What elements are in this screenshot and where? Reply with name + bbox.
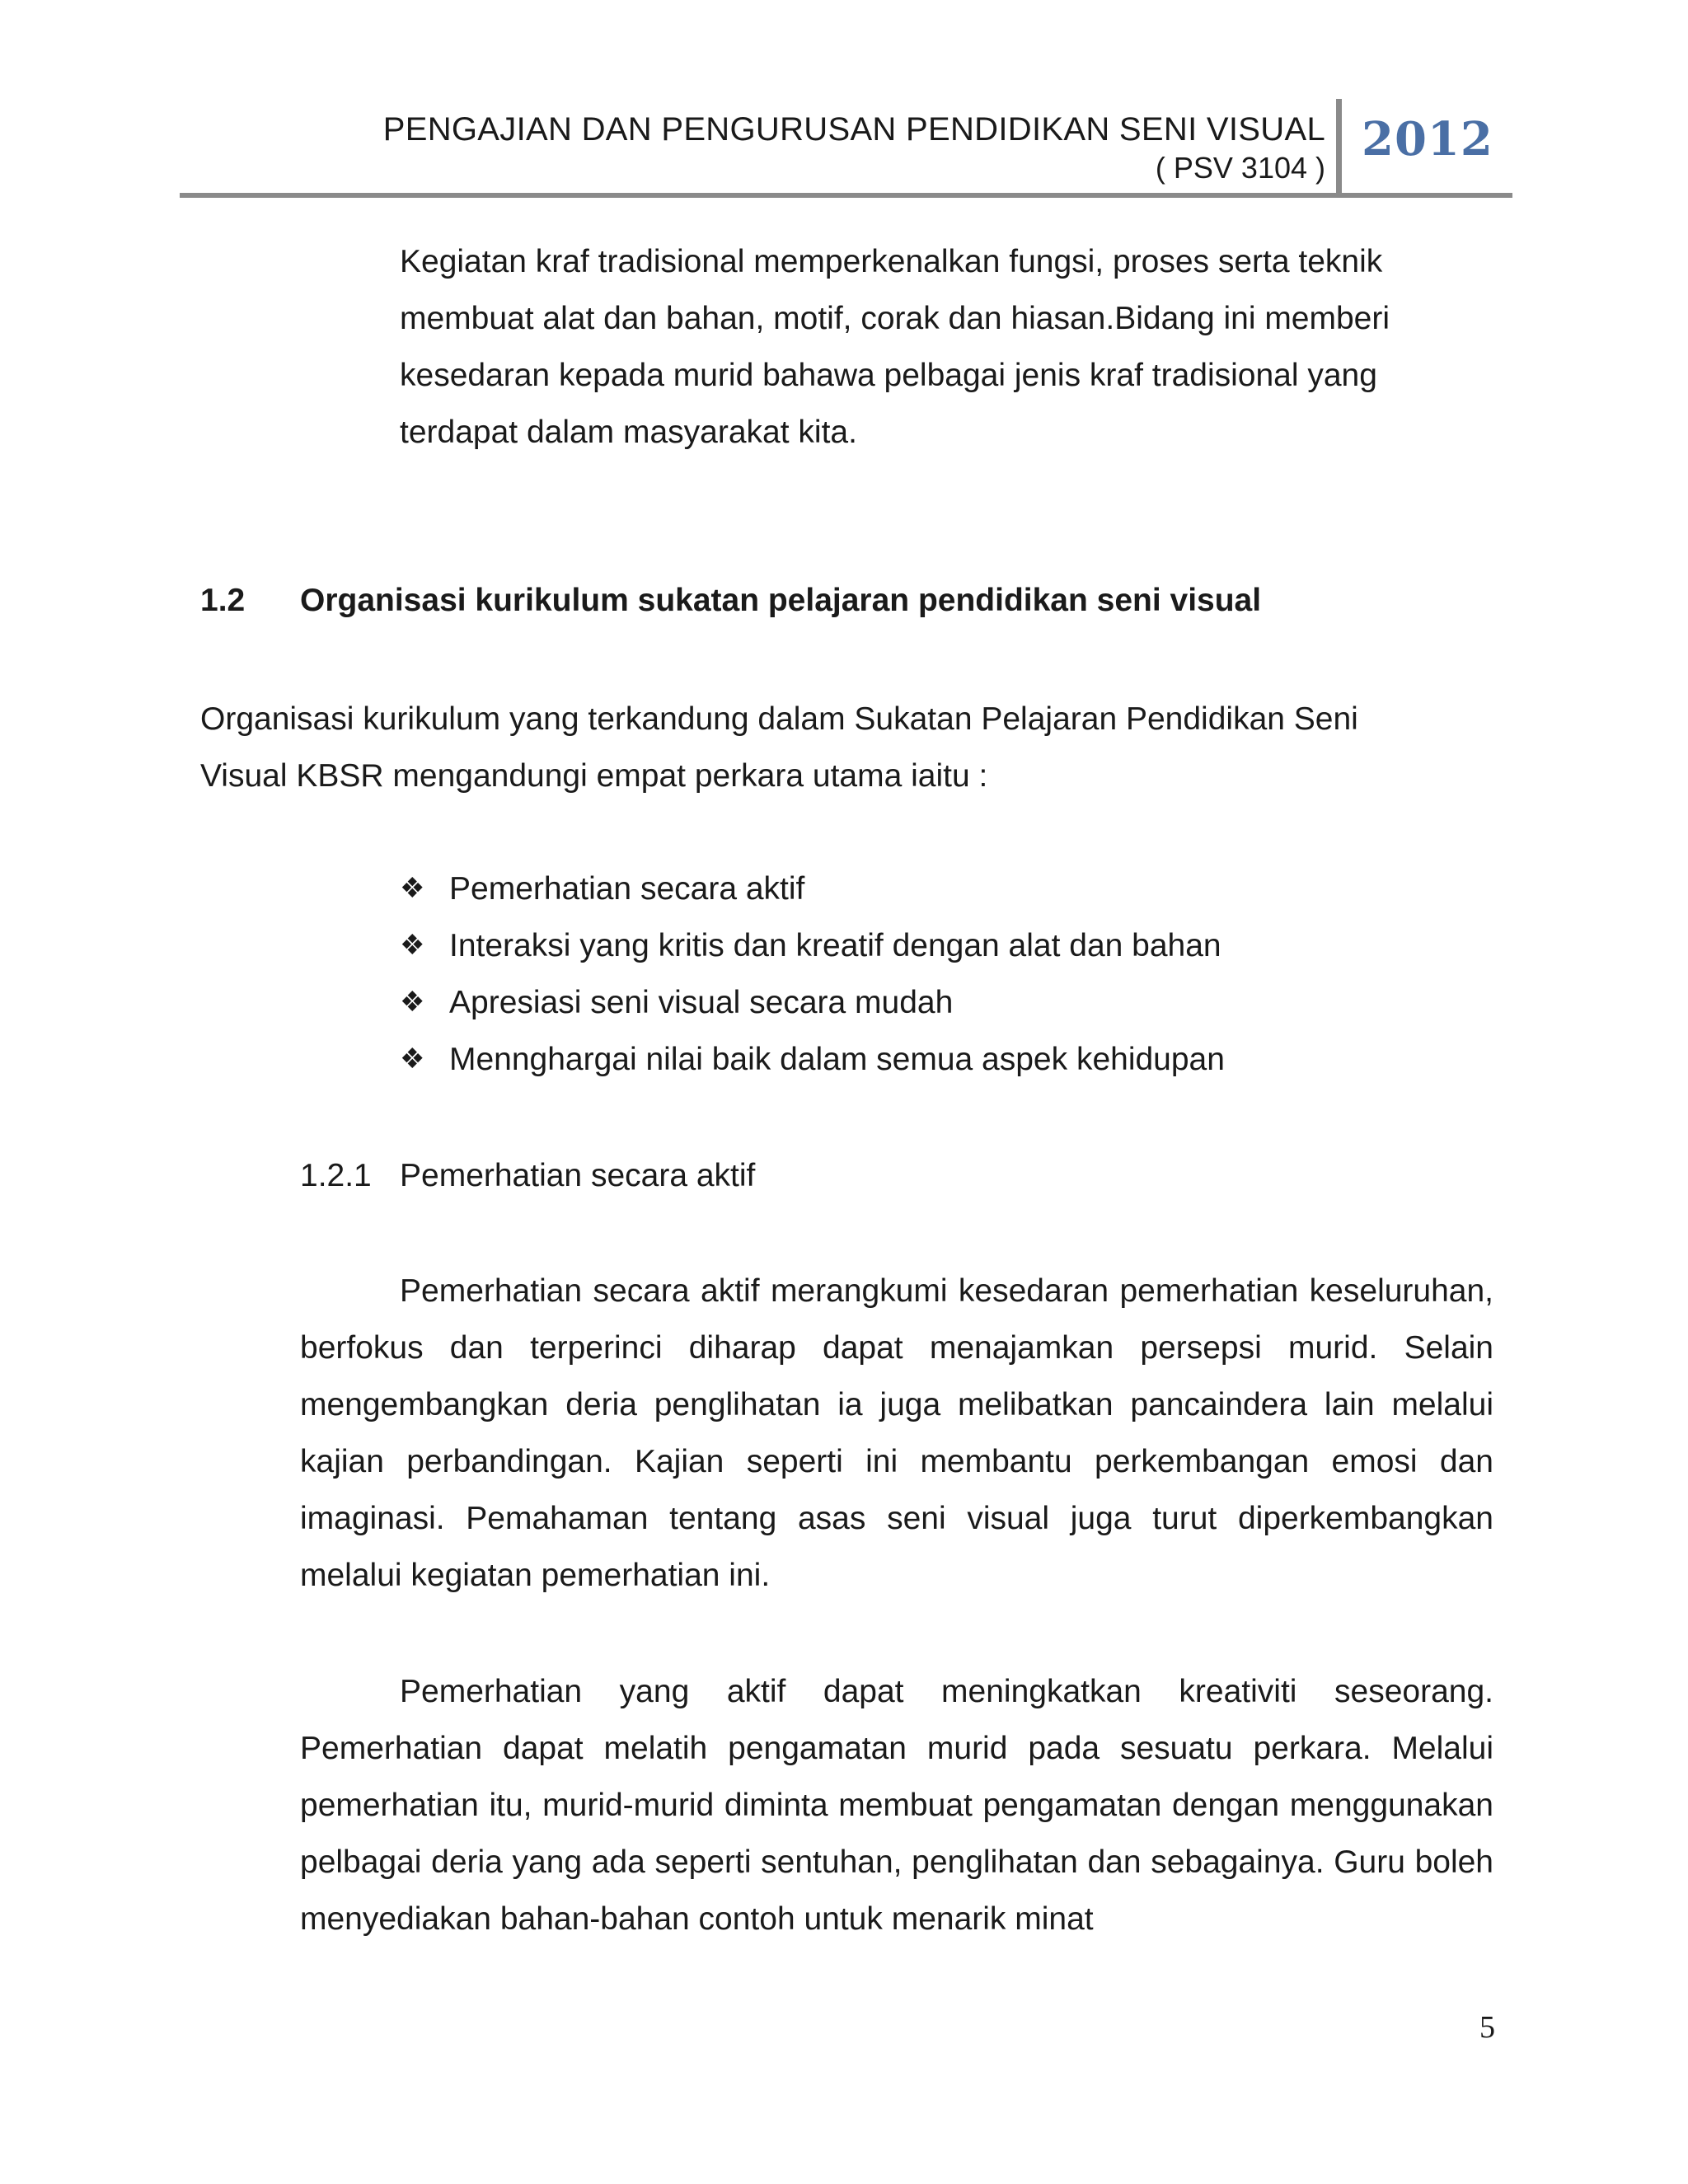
section-number: 1.2 — [200, 583, 246, 618]
subsection-heading — [300, 1147, 755, 1204]
subsection-title: Pemerhatian secara aktif — [400, 1158, 756, 1193]
list-item — [400, 974, 1225, 1031]
list-item-text: Pemerhatian secara aktif — [449, 871, 805, 907]
list-item-text: Interaksi yang kritis dan kreatif dengan alat dan bahan — [449, 928, 1221, 963]
header-divider-vertical — [1336, 99, 1342, 198]
list-item — [400, 860, 1225, 917]
header-rule — [180, 193, 1512, 198]
four-diamond-bullet-icon: ❖ — [400, 873, 425, 904]
four-diamond-bullet-icon: ❖ — [400, 930, 425, 961]
list-item — [400, 1031, 1225, 1088]
subsection-paragraph-1-text: Pemerhatian secara aktif merangkumi kesedaran pemerhatian keseluruhan, berfokus dan terperinci diharap dapat menajamkan persepsi murid. Selain mengembangkan deria penglihatan ia juga melibatkan pancaindera lain melalui kajian perbandingan. Kajian seperti ini membantu perkembangan emosi dan imaginasi. Pemahaman tentang asas seni visual juga turut diperkembangkan melalui kegiatan pemerhatian ini. — [300, 1273, 1493, 1593]
list-item-text: Apresiasi seni visual secara mudah — [449, 985, 954, 1020]
list-item-text: Mennghargai nilai baik dalam semua aspek kehidupan — [449, 1042, 1225, 1077]
subsection-number: 1.2.1 — [300, 1158, 372, 1193]
section-title: Organisasi kurikulum sukatan pelajaran pendidikan seni visual — [300, 583, 1262, 618]
intro-paragraph: Kegiatan kraf tradisional memperkenalkan fungsi, proses serta teknik membuat alat dan bahan, motif, corak dan hiasan.Bidang ini memberi kesedaran kepada murid bahawa pelbagai jenis kraf tradisional yang terdapat dalam masyarakat kita. — [400, 244, 1390, 450]
subsection-paragraph-2-text: Pemerhatian yang aktif dapat meningkatkan kreativiti seseorang. Pemerhatian dapat melatih pengamatan murid pada sesuatu perkara. Melalui pemerhatian itu, murid-murid diminta membuat pengamatan dengan menggunakan pelbagai deria yang ada seperti sentuhan, penglihatan dan sebagainya. Guru boleh menyediakan bahan-bahan contoh untuk menarik minat — [300, 1674, 1493, 1937]
subsection-paragraph-2 — [300, 1663, 1493, 1947]
four-diamond-bullet-icon: ❖ — [400, 987, 425, 1018]
header-year: 2012 — [1362, 112, 1493, 166]
page-number: 5 — [1479, 2010, 1495, 2045]
section-heading — [200, 572, 1261, 629]
header-title: PENGAJIAN DAN PENGURUSAN PENDIDIKAN SENI VISUAL — [382, 111, 1325, 148]
list-item — [400, 917, 1225, 974]
bullet-list — [400, 860, 1225, 1088]
four-diamond-bullet-icon: ❖ — [400, 1043, 425, 1075]
subsection-paragraph-1 — [300, 1263, 1493, 1604]
section-intro-paragraph: Organisasi kurikulum yang terkandung dalam Sukatan Pelajaran Pendidikan Seni Visual KBSR mengandungi empat perkara utama iaitu : — [200, 701, 1358, 794]
header-course-code: ( PSV 3104 ) — [1155, 151, 1325, 185]
